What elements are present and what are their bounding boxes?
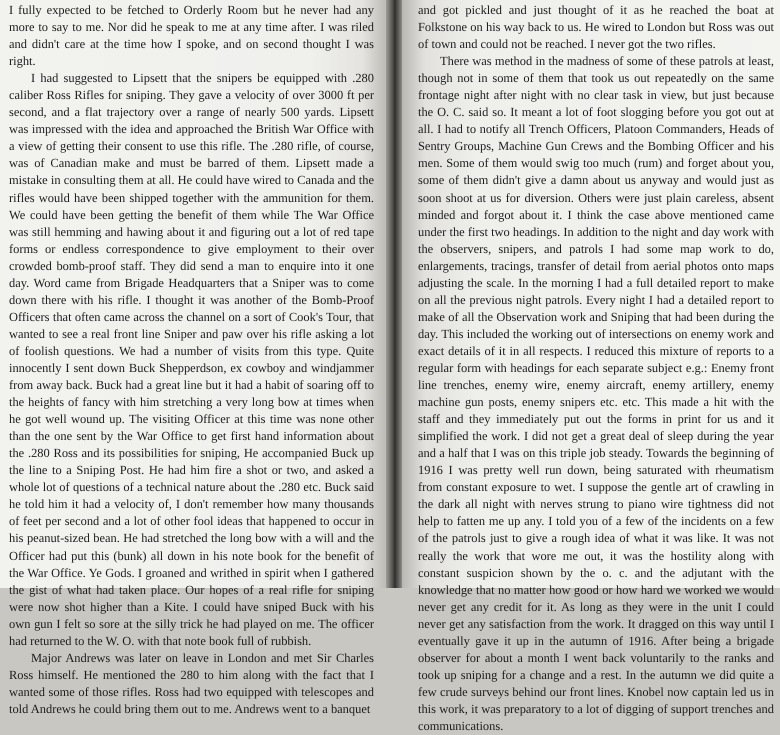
book-gutter <box>386 0 402 588</box>
left-paragraph-3: Major Andrews was later on leave in London and met Sir Charles Ross himself. He mentioned the 280 to him along with the fact that I wanted some of those rifles. Ross had two equipped with telescopes and told Andrews he could bring them out to me. Andrews went to a banquet <box>9 650 374 716</box>
right-page <box>402 0 780 733</box>
left-page <box>0 0 386 716</box>
right-paragraph-2: There was method in the madness of some of these patrols at least, though not in some of them that took us out repeatedly on the same frontage night after night with no clear task in view, but just because the O. C. said so. It meant a lot of foot slogging before you got out at all. I had to notify all Trench Officers, Platoon Commanders, Heads of Sentry Groups, Machine Gun Crews and the Bombing Officer and his men. Some of them would swig too much (rum) and forget about you, some of them didn't give a damn about us anyway and would just as soon shoot at us for diversion. Others were just plain careless, absent minded and forgot about it. I think the case above mentioned came under the first two headings. In addition to the night and day work with the observers, snipers, and patrols I had some map work to do, enlargements, tracings, transfer of detail from aerial photos onto maps adjusting the scale. In the morning I had a full detailed report to make on all the previous night patrols. Every night I had a detailed report to make of all the Observation work and Sniping that had been during the day. This included the working out of intersections on enemy work and exact details of it in all respects. I reduced this mixture of reports to a regular form with headings for each separate subject e.g.: Enemy front line trenches, enemy wire, enemy aircraft, enemy artillery, enemy machine gun posts, enemy snipers etc. etc. This made a hit with the staff and they immediately put out the forms in print for us and it simplified the work. I did not get a great deal of sleep during the year and a half that I was on this triple job steady. Towards the beginning of 1916 I was pretty well run down, being saturated with rheumatism from constant exposure to wet. I suppose the gentle art of crawling in the dark all night with nerves strung to piano wire tightness did not help to fatten me up any. I told you of a few of the incidents on a few of the patrols just to give a rough idea of what it was like. It was not really the work that wore me out, it was the hostility along with constant suspicion shown by the o. c. and the adjutant with the knowledge that no matter how good or how hard we worked we would never get any credit for it. As long as they were in the unit I could never get any satisfaction from the work. It dragged on this way until I eventually gave it up in the autumn of 1916. After being a brigade observer for about a month I went back voluntarily to the ranks and took up sniping for a change and a rest. In the autumn we did quite a few crude surveys behind our front lines. Knobel now captain led us in this work, it was preparatory to a lot of digging of support trenches and communications. <box>418 54 774 733</box>
left-paragraph-2: I had suggested to Lipsett that the snipers be equipped with .280 caliber Ross Rifles for sniping. They gave a velocity of over 3000 ft per second, and a flat trajectory over a range of nearly 500 yards. Lipsett was impressed with the idea and approached the British War Office with a view of getting their consent to use this rifle. The .280 rifle, of course, was of Canadian make and must be barred of them. Lipsett made a mistake in consulting them at all. He could have wired to Canada and the rifles would have been shipped together with the ammunition for them. We could have been getting the benefit of them while The War Office was still hemming and hawing about it and figuring out a lot of red tape forms or endless correspondence to give employment to their over crowded bomb-proof staff. They did send a man to enquire into it one day. Word came from Brigade Headquarters that a Sniper was to come down there with his rifle. I thought it was another of the Bomb-Proof Officers that often came across the channel on a sort of Cook's Tour, that wanted to see a real front line Sniper and paw over his rifle asking a lot of foolish questions. We had a number of visits from this type. Quite innocently I sent down Buck Shepperdson, ex cowboy and windjammer from away back. Buck had a great line but it had a habit of soaring off to the heights of fancy with him stretching a very long bow at times when he got well wound up. The visiting Officer at this time was none other than the one sent by the War Office to get first hand information about the .280 Ross and its possibilities for sniping, He accompanied Buck up the line to a Sniping Post. He had him fire a shot or two, and asked a whole lot of questions of a technical nature about the .280 etc. Buck said he told him it had a velocity of, I don't remember how many thousands of feet per second and a lot of other fool ideas that happened to occur in his peanut-sized bean. He had stretched the long bow with a will and the Officer had put this (bunk) all down in his note book for the benefit of the War Office. Ye Gods. I groaned and writhed in spirit when I gathered the gist of what had taken place. Our hopes of a real rifle for sniping were now shot higher than a Kite. I could have sniped Buck with his own gun I felt so sore at the silly trick he had played on me. The officer had returned to the W. O. with that note book full of rubbish. <box>9 71 374 648</box>
right-paragraph-1: and got pickled and just thought of it as he reached the boat at Folkstone on his way back to us. He wired to London but Ross was out of town and could not be reached. I never got the two rifles. <box>418 3 774 52</box>
left-paragraph-1: I fully expected to be fetched to Orderly Room but he never had any more to say to me. Nor did he speak to me at any time after. I was riled and didn't care at the time how I spoke, and on second thought I was right. <box>9 3 374 69</box>
